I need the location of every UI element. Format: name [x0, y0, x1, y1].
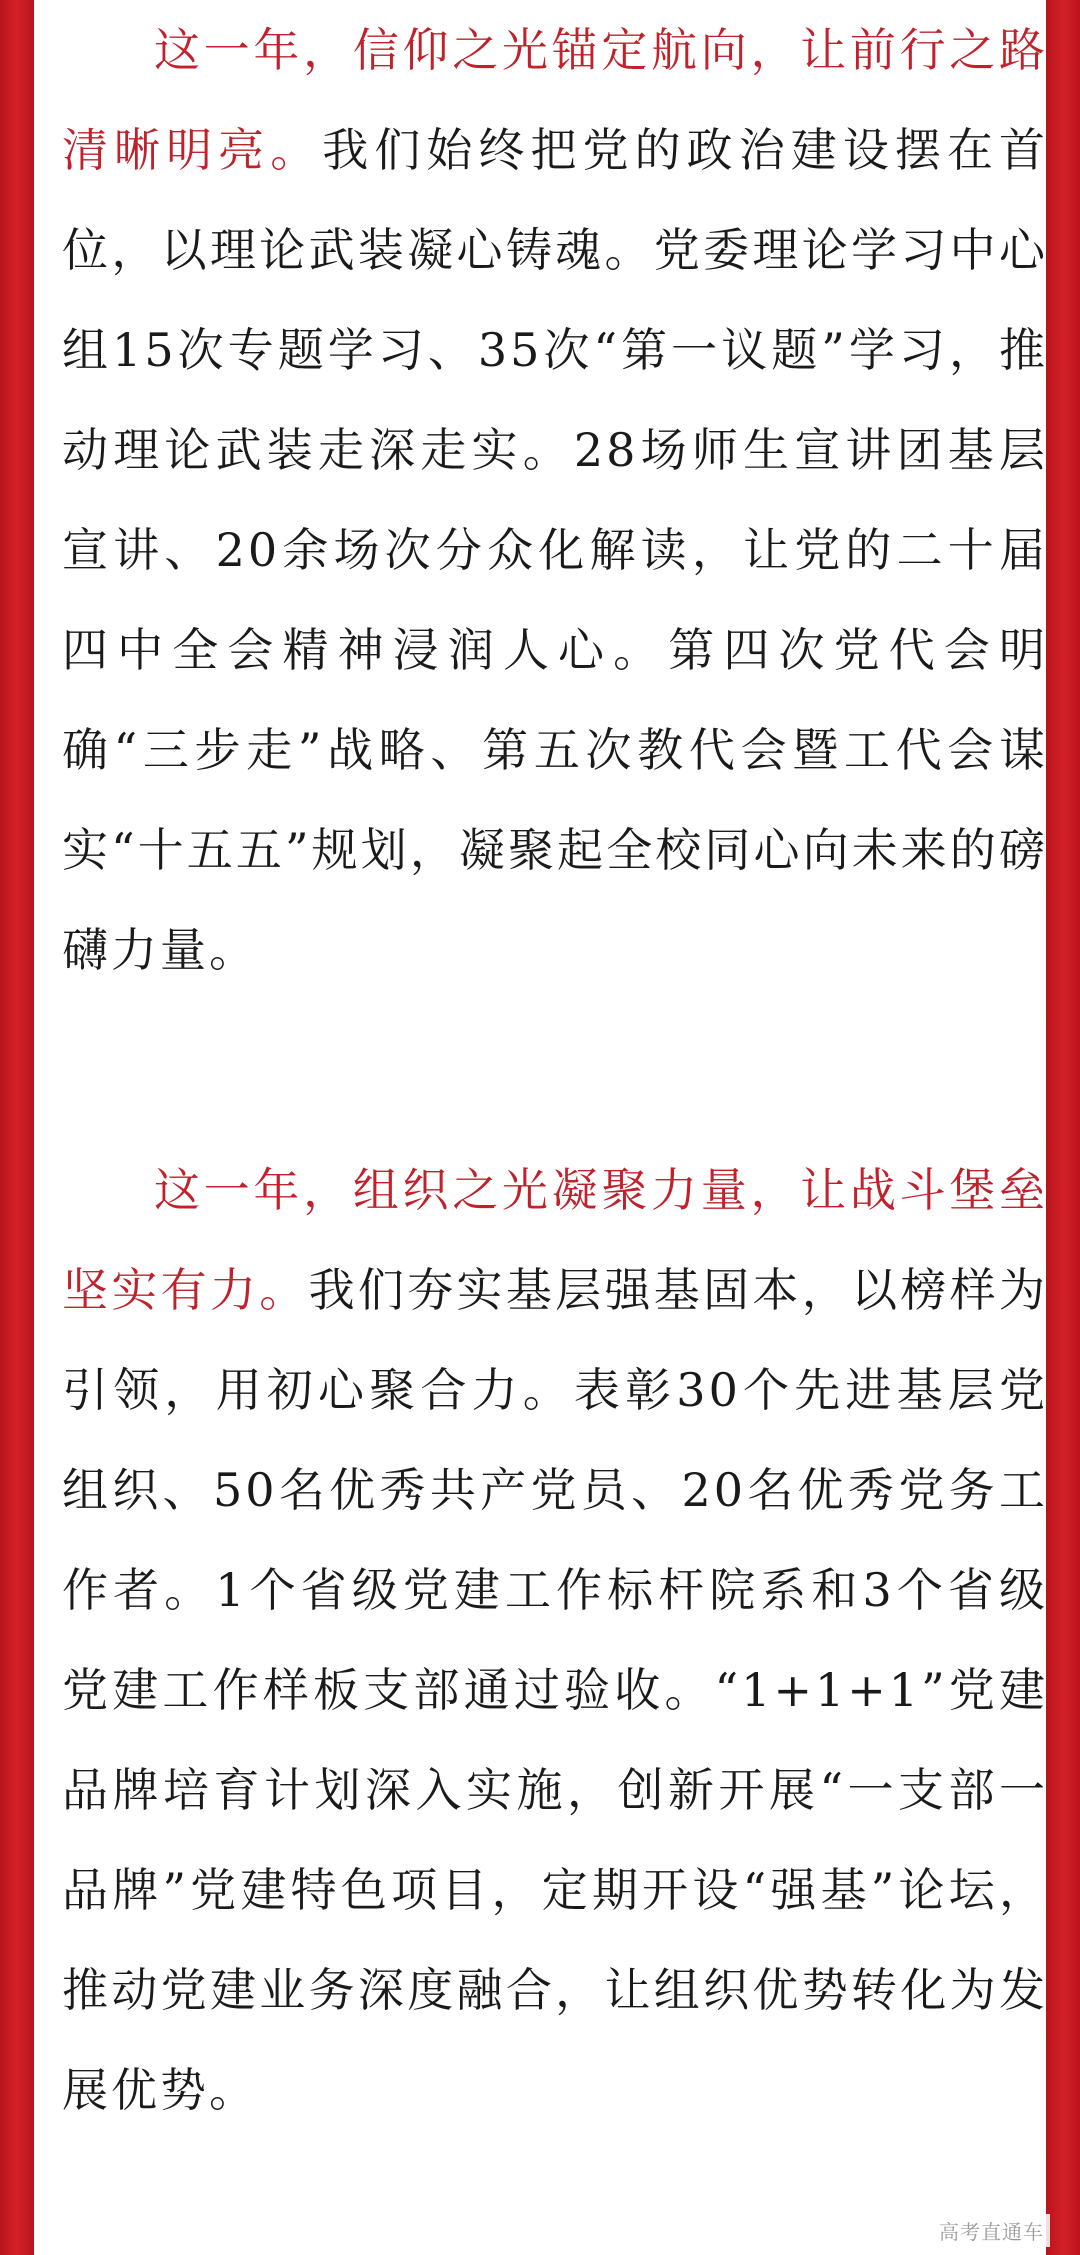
- paragraph-lead-heading: 这一年，组织之光凝聚力量，让战斗堡垒坚实有力。: [62, 1163, 1048, 1317]
- red-frame-left: [0, 0, 34, 2255]
- source-watermark: 高考直通车: [933, 2214, 1050, 2247]
- paragraph-lead-heading: 这一年，信仰之光锚定航向，让前行之路清晰明亮。: [62, 23, 1048, 177]
- paragraph-faith: [62, 0, 1048, 1000]
- article-content: [34, 0, 1049, 2255]
- paragraph-body-text: 我们夯实基层强基固本，以榜样为引领，用初心聚合力。表彰30个先进基层党组织、50名优秀共产党员、20名优秀党务工作者。1个省级党建工作标杆院系和3个省级党建工作样板支部通过验收。“1+1+1”党建品牌培育计划深入实施，创新开展“一支部一品牌”党建特色项目，定期开设“强基”论坛，推动党建业务深度融合，让组织优势转化为发展优势。: [62, 1263, 1049, 2117]
- paragraph-body-text: 我们始终把党的政治建设摆在首位，以理论武装凝心铸魂。党委理论学习中心组15次专题学习、35次“第一议题”学习，推动理论武装走深走实。28场师生宣讲团基层宣讲、20余场次分众化解读，让党的二十届四中全会精神浸润人心。第四次党代会明确“三步走”战略、第五次教代会暨工代会谋实“十五五”规划，凝聚起全校同心向未来的磅礴力量。: [62, 123, 1049, 977]
- paragraph-organization: [62, 1140, 1048, 2140]
- red-frame-right: [1046, 0, 1080, 2255]
